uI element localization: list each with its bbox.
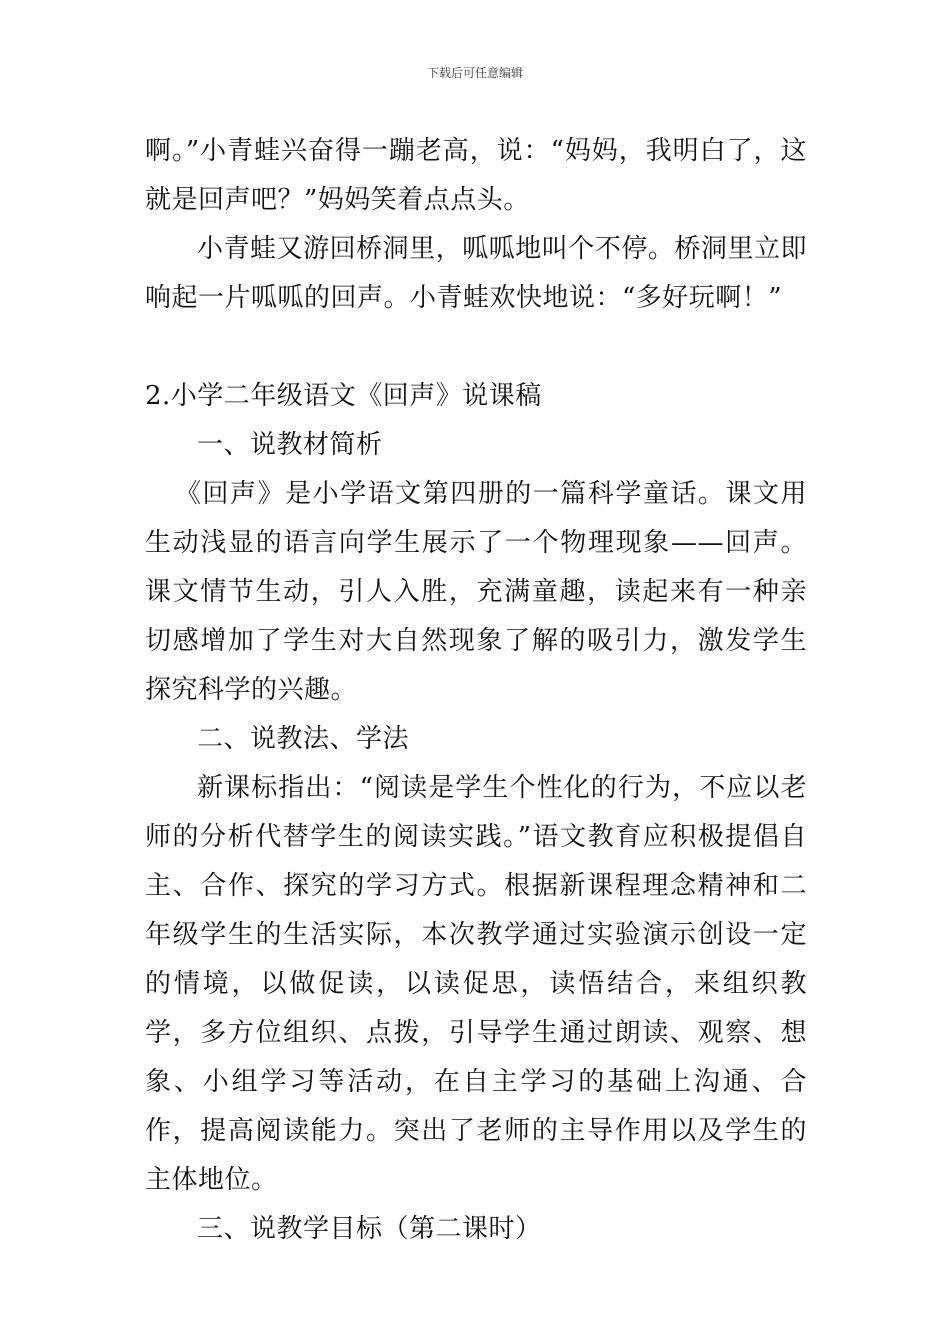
heading-textbook-analysis: 一、说教材简析 (197, 430, 383, 460)
heading-teaching-methods: 二、说教法、学法 (197, 724, 410, 754)
page-header: 下载后可任意编辑 (426, 66, 523, 80)
section-title: 2.小学二年级语文《回声》说课稿 (145, 381, 542, 411)
document-body (145, 127, 807, 1254)
paragraph-gap (145, 323, 807, 372)
paragraph-story-end: 啊。”小青蛙兴奋得一蹦老高，说：“妈妈，我明白了，这就是回声吧？”妈妈笑着点点头。 (145, 136, 807, 215)
paragraph-textbook-analysis: 《回声》是小学语文第四册的一篇科学童话。课文用生动浅显的语言向学生展示了一个物理现象——回声。课文情节生动，引人入胜，充满童趣，读起来有一种亲切感增加了学生对大自然现象了解的吸引力，激发学生探究科学的兴趣。 (145, 479, 807, 705)
paragraph-echo-play: 小青蛙又游回桥洞里，呱呱地叫个不停。桥洞里立即响起一片呱呱的回声。小青蛙欢快地说：“多好玩啊！” (145, 234, 807, 313)
paragraph-teaching-methods: 新课标指出：“阅读是学生个性化的行为，不应以老师的分析代替学生的阅读实践。”语文教育应积极提倡自主、合作、探究的学习方式。根据新课程理念精神和二年级学生的生活实际，本次教学通过实验演示创设一定的情境，以做促读，以读促思，读悟结合，来组织教学，多方位组织、点拨，引导学生通过朗读、观察、想象、小组学习等活动，在自主学习的基础上沟通、合作，提高阅读能力。突出了老师的主导作用以及学生的主体地位。 (145, 773, 807, 1195)
heading-teaching-goals: 三、说教学目标（第二课时） (197, 1214, 542, 1244)
